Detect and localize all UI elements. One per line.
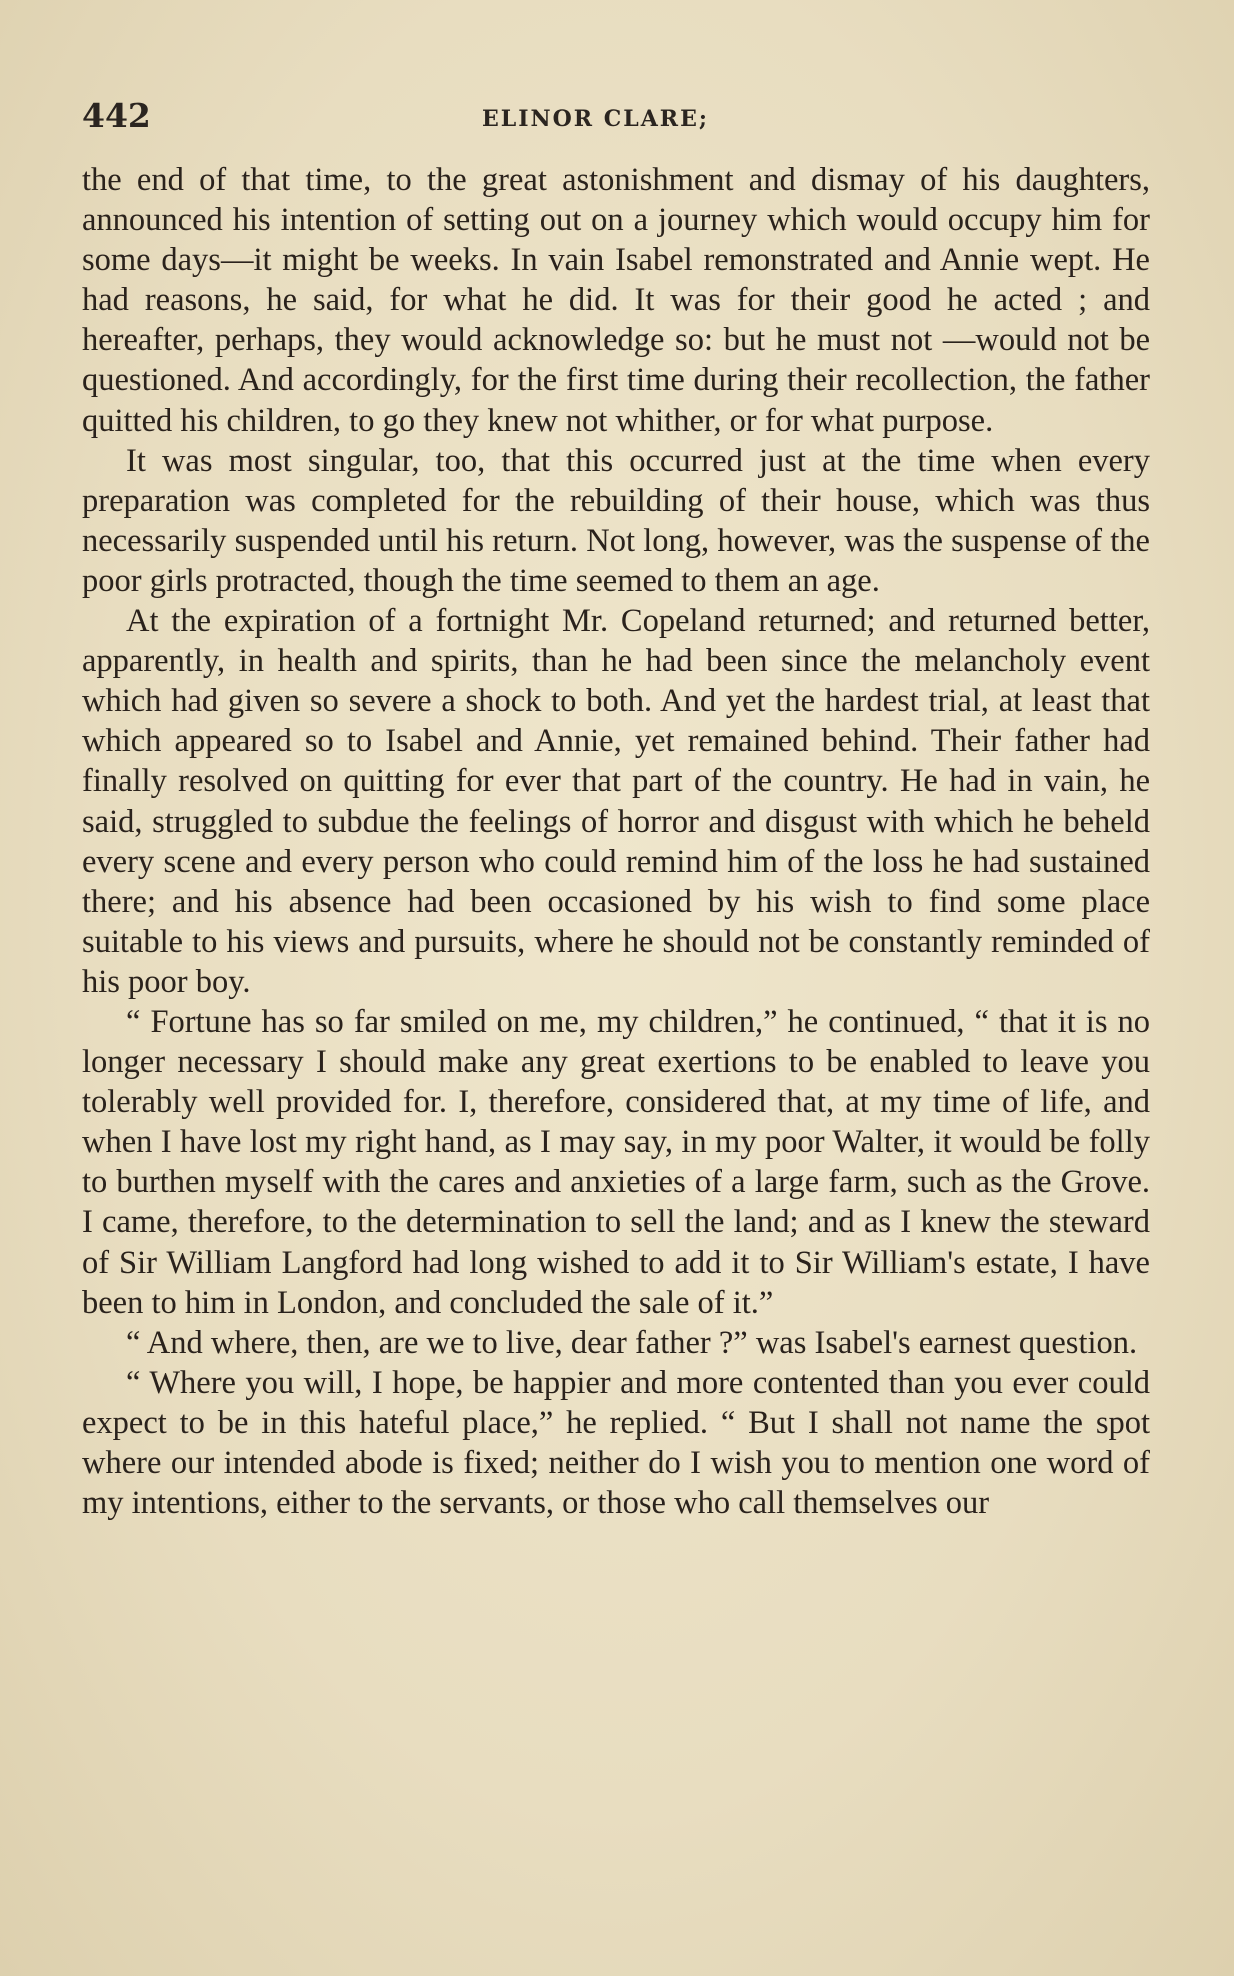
page-number: 442 xyxy=(82,96,151,135)
paragraph: It was most singular, too, that this occurred just at the time when every preparation was completed for the rebuilding of their house, which was thus necessarily suspended until his return. Not long, however, was the suspense of the poor girls protracted, though the time seemed to them an age. xyxy=(82,442,1150,599)
running-head: ELINOR CLARE; xyxy=(482,106,709,132)
paragraph: “ Where you will, I hope, be happier and more contented than you ever could expect to be in this hateful place,” he replied. “ But I shall not name the spot where our intended abode is fixed; neither do I wish you to mention one word of my intentions, either to the servants, or those who call themselves our xyxy=(82,1364,1150,1522)
body-text xyxy=(82,160,1150,1523)
paragraph: “ Fortune has so far smiled on me, my children,” he continued, “ that it is no longer necessary I should make any great exertions to be enabled to leave you tolerably well provided for. I, therefore, considered that, at my time of life, and when I have lost my right hand, as I may say, in my poor Walter, it would be folly to burthen myself with the cares and anxieties of a large farm, such as the Grove. I came, therefore, to the determination to sell the land; and as I knew the steward of Sir William Langford had long wished to add it to Sir William's estate, I have been to him in London, and concluded the sale of it.” xyxy=(82,1003,1150,1321)
paragraph: “ And where, then, are we to live, dear father ?” was Isabel's earnest question. xyxy=(126,1324,1138,1361)
paragraph: At the expiration of a fortnight Mr. Copeland returned; and returned better, apparently, in health and spirits, than he had been since the melancholy event which had given so severe a shock to both. And yet the hardest trial, at least that which appeared so to Isabel and Annie, yet remained behind. Their father had finally resolved on quitting for ever that part of the country. He had in vain, he said, struggled to subdue the feelings of horror and disgust with which he beheld every scene and every person who could remind him of the loss he had sustained there; and his absence had been occasioned by his wish to find some place suitable to his views and pursuits, where he should not be constantly reminded of his poor boy. xyxy=(82,603,1150,1000)
paragraph: the end of that time, to the great astonishment and dismay of his daughters, announced his intention of setting out on a journey which would occupy him for some days—it might be weeks. In vain Isabel remonstrated and Annie wept. He had reasons, he said, for what he did. It was for their good he acted ; and hereafter, perhaps, they would acknowledge so: but he must not —would not be questioned. And accordingly, for the first time during their recollection, the father quitted his children, to go they knew not whither, or for what purpose. xyxy=(82,162,1150,439)
page-header xyxy=(82,96,1152,144)
